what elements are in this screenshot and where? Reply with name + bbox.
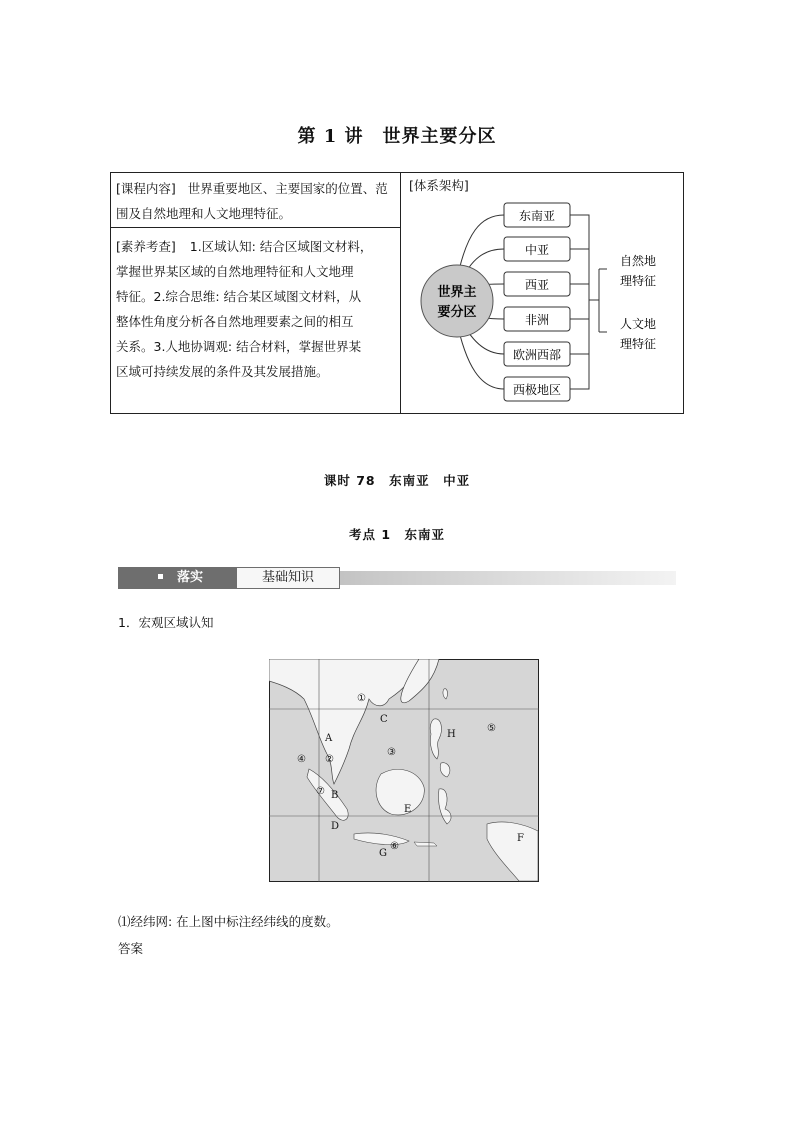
literacy-line (116, 234, 394, 259)
center-node (421, 265, 493, 337)
banner-dark-label: 落实 (177, 570, 204, 585)
section-banner (118, 567, 676, 589)
map-label: ⑤ (487, 723, 496, 734)
literacy-text: 1.区域认知: 结合区域图文材料， (189, 239, 373, 254)
map-label: ③ (387, 747, 396, 758)
literacy-line: 整体性角度分析各自然地理要素之间的相互 (116, 314, 354, 329)
literacy-line: 区域可持续发展的条件及其发展措施。 (116, 364, 329, 379)
banner-light-tab: 基础知识 (236, 567, 340, 589)
map-label: ⑦ (316, 786, 325, 797)
center-node-text: 要分区 (437, 305, 477, 320)
map-label: ④ (297, 754, 306, 765)
map-label: G (379, 848, 387, 859)
region-label: 西亚 (524, 278, 550, 292)
course-content-label: [课程内容] (116, 181, 176, 196)
map-label: ② (325, 754, 334, 765)
map-label: ① (357, 693, 366, 704)
feature-label: 人文地 (619, 317, 657, 331)
answer-label: 答案 (118, 941, 144, 956)
region-label: 中亚 (524, 243, 550, 257)
map-label: D (331, 821, 340, 832)
map-label: B (331, 790, 339, 801)
lesson-title: 课时 78 东南亚 中亚 (323, 473, 471, 488)
literacy-label: [素养考查] (116, 239, 176, 254)
literacy-cell (110, 228, 401, 414)
feature-label: 理特征 (619, 274, 657, 288)
banner-dark-tab (118, 567, 236, 589)
question-item: ⑴经纬网: 在上图中标注经纬线的度数。 (118, 914, 339, 929)
region-label: 非洲 (524, 313, 550, 327)
course-content-text: 世界重要地区、主要国家的位置、范围及自然地理和人文地理特征。 (116, 181, 388, 221)
map-label: ⑥ (390, 841, 399, 852)
course-content-cell (110, 172, 401, 228)
framework-label: [体系架构] (409, 178, 469, 193)
feature-label: 自然地 (619, 254, 657, 268)
page-title: 第 1 讲 世界主要分区 (297, 126, 497, 147)
topic-title: 考点 1 东南亚 (348, 527, 446, 542)
question-heading: 1．宏观区域认知 (118, 615, 214, 630)
map-label: F (517, 833, 524, 844)
literacy-line: 掌握世界某区域的自然地理特征和人文地理 (116, 264, 354, 279)
southeast-asia-map (269, 659, 539, 882)
center-node-text: 世界主 (437, 285, 477, 300)
map-label: E (404, 804, 412, 815)
literacy-line: 特征。2.综合思维: 结合某区域图文材料，从 (116, 289, 362, 304)
square-bullet-icon (158, 574, 163, 579)
map-label: C (380, 714, 388, 725)
framework-mindmap (401, 172, 684, 414)
literacy-line: 关系。3.人地协调观: 结合材料，掌握世界某 (116, 339, 362, 354)
map-label: A (325, 733, 333, 744)
region-label: 西极地区 (512, 383, 562, 397)
feature-label: 理特征 (619, 337, 657, 351)
map-label: H (447, 729, 456, 740)
region-label: 欧洲西部 (512, 348, 562, 362)
region-label: 东南亚 (518, 209, 556, 223)
